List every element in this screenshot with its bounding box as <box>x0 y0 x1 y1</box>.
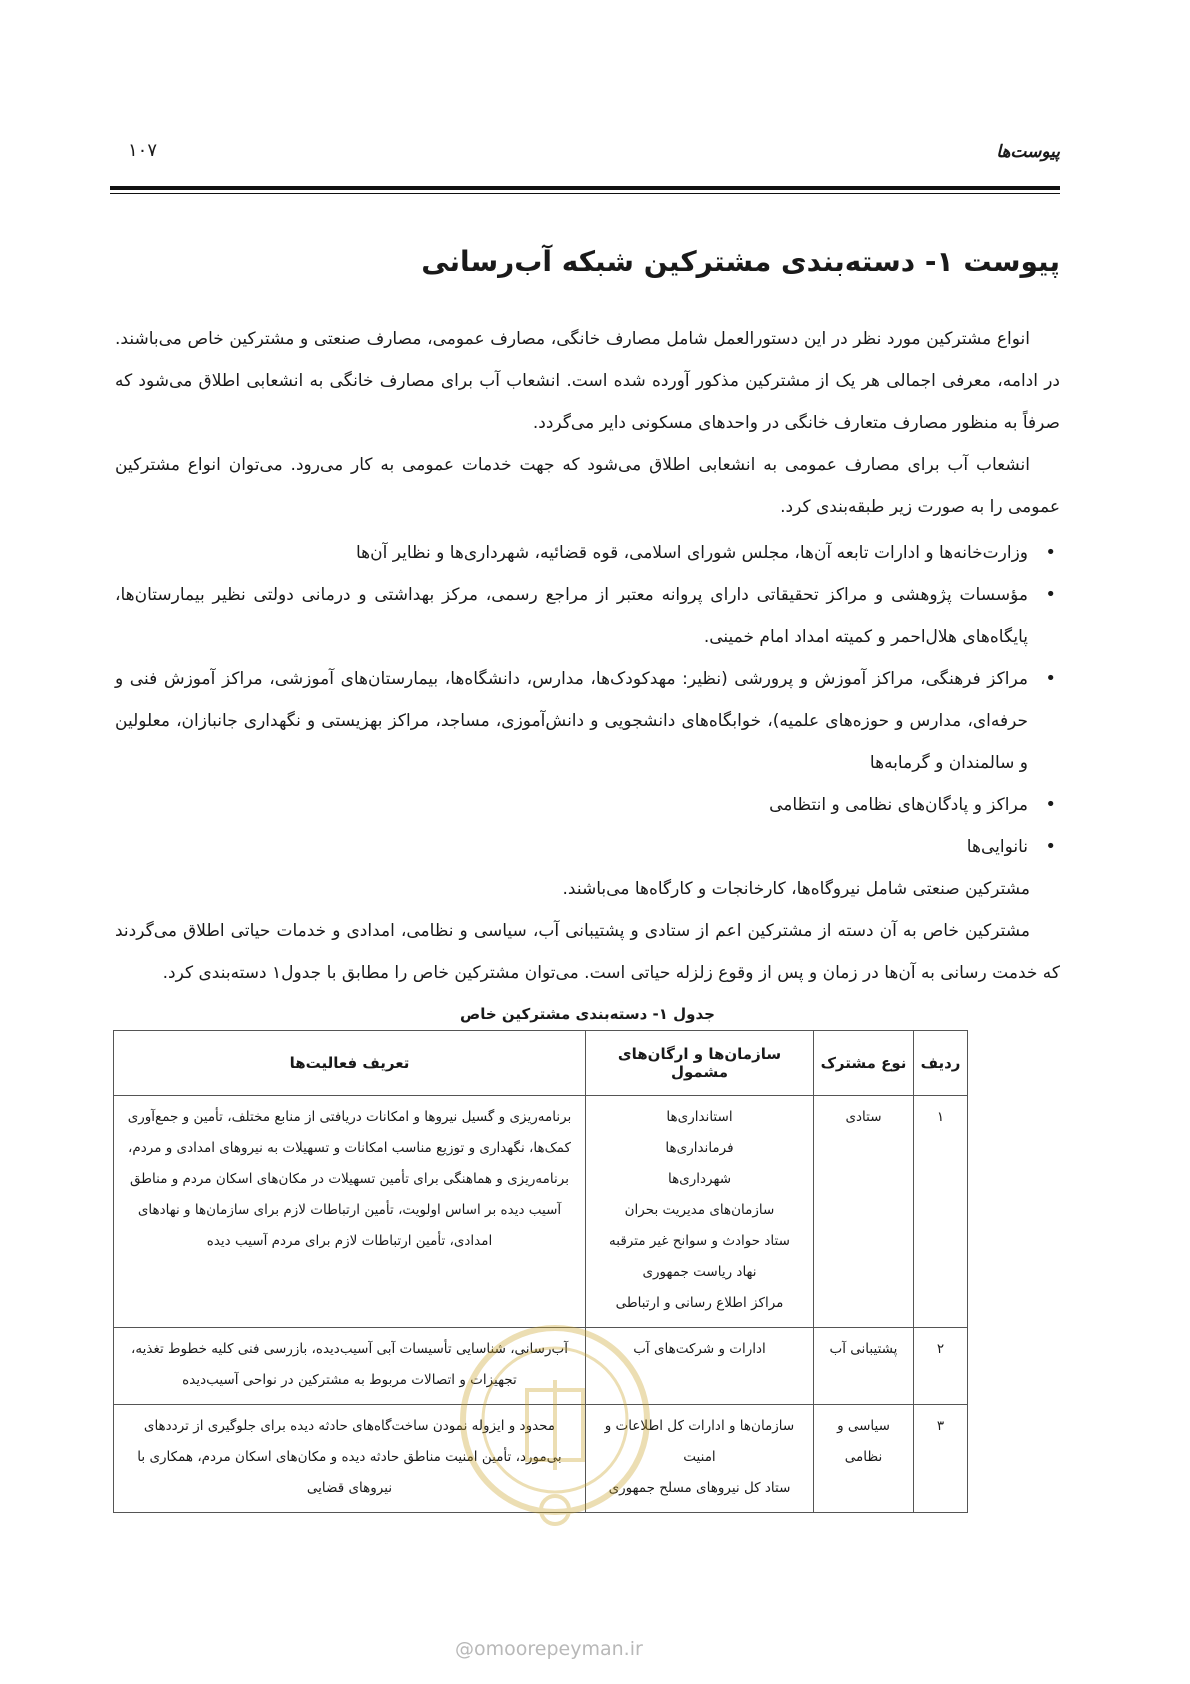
bullet-icon: • <box>1045 668 1056 689</box>
cell-num: ۱ <box>914 1096 968 1328</box>
list-item: • مؤسسات پژوهشی و مراکز تحقیقاتی دارای پروانه معتبر از مراجع رسمی، مرکز بهداشتی و درمانی دولتی نظیر بیمارستان‌ها، پایگاه‌های هلال‌احمر و کمیته امداد امام خمینی. <box>115 574 1028 658</box>
cell-type: ستادی <box>814 1096 914 1328</box>
org-item: شهرداری‌ها <box>667 1171 732 1187</box>
cell-num: ۳ <box>914 1405 968 1513</box>
org-item: استانداری‌ها <box>666 1109 733 1125</box>
header-rule-thin <box>110 193 1060 194</box>
paragraph-intro: انواع مشترکین مورد نظر در این دستورالعمل شامل مصارف خانگی، مصارف عمومی، مصارف صنعتی و مشترکین خاص می‌باشند. در ادامه، معرفی اجمالی هر یک از مشترکین مذکور آورده شده است. انشعاب آب برای مصارف خانگی به انشعابی اطلاق می‌شود که صرفاً به منظور مصارف متعارف خانگی در واحدهای مسکونی دایر می‌گردد. <box>115 329 1060 433</box>
cell-type: پشتیبانی آب <box>814 1328 914 1405</box>
public-subscribers-list <box>115 532 1060 868</box>
watermark-site-text: @omoorepeyman.ir <box>455 1638 643 1660</box>
list-item: • وزارت‌خانه‌ها و ادارات تابعه آن‌ها، مجلس شورای اسلامی، قوه قضائیه، شهرداری‌ها و نظایر آن‌ها <box>115 532 1028 574</box>
page-number: ۱۰۷ <box>128 140 158 161</box>
list-item: • مراکز فرهنگی، مراکز آموزش و پرورشی (نظیر: مهدکودک‌ها، مدارس، دانشگاه‌ها، بیمارستان‌های آموزشی، مراکز آموزش فنی و حرفه‌ای، مدارس و حوزه‌های علمیه)، خوابگاه‌های دانشجویی و دانش‌آموزی، مساجد، مراکز بهزیستی و نگهداری جانبازان، معلولین و سالمندان و گرمابه‌ها <box>115 658 1028 784</box>
table-caption: جدول ۱- دسته‌بندی مشترکین خاص <box>460 1005 715 1023</box>
paragraph-industrial: مشترکین صنعتی شامل نیروگاه‌ها، کارخانجات و کارگاه‌ها می‌باشند. <box>562 879 1030 899</box>
bullet-icon: • <box>1045 542 1056 563</box>
page-header <box>110 130 1060 170</box>
cell-type: سیاسی و نظامی <box>814 1405 914 1513</box>
col-header-type: نوع مشترک <box>814 1031 914 1096</box>
org-item: ستاد حوادث و سوانح غیر مترقبه <box>609 1233 790 1249</box>
bullet-icon: • <box>1045 836 1056 857</box>
watermark-seal-icon <box>455 1310 655 1540</box>
list-item: • نانوایی‌ها <box>115 826 1028 868</box>
cell-definition: برنامه‌ریزی و گسیل نیروها و امکانات دریافتی از منابع مختلف، تأمین و جمع‌آوری کمک‌ها، نگهداری و توزیع مناسب امکانات و تسهیلات به نیروهای امدادی و مردم، برنامه‌ریزی و هماهنگی برای تأمین تسهیلات در مکان‌های اسکان مردم و مناطق آسیب دیده بر اساس اولویت، تأمین ارتباطات لازم برای سازمان‌ها و نهادهای امدادی، تأمین ارتباطات لازم برای مردم آسیب دیده <box>114 1096 586 1328</box>
col-header-def: تعریف فعالیت‌ها <box>114 1031 586 1096</box>
table-row <box>114 1096 968 1328</box>
cell-orgs <box>586 1096 814 1328</box>
page-content <box>115 245 1060 1036</box>
section-title: پیوست‌ها <box>996 142 1060 162</box>
cell-definition: محدود و ایزوله نمودن ساخت‌گاه‌های حادثه دیده برای جلوگیری از ترددهای بی‌مورد، تأمین امنیت مناطق حادثه دیده و مکان‌های اسکان مردم، همکاری با نیروهای قضایی <box>114 1405 586 1513</box>
cell-num: ۲ <box>914 1328 968 1405</box>
org-item: سازمان‌های مدیریت بحران <box>624 1202 775 1218</box>
cell-definition: آب‌رسانی، شناسایی تأسیسات آبی آسیب‌دیده، بازرسی فنی کلیه خطوط تغذیه، تجهیزات و اتصالات مربوط به مشترکین در نواحی آسیب‌دیده <box>114 1328 586 1405</box>
list-item: • مراکز و پادگان‌های نظامی و انتظامی <box>115 784 1028 826</box>
bullet-icon: • <box>1045 794 1056 815</box>
org-item: ستاد کل نیروهای مسلح جمهوری <box>608 1480 791 1496</box>
org-item: مراکز اطلاع رسانی و ارتباطی <box>615 1295 784 1311</box>
col-header-row: ردیف <box>914 1031 968 1096</box>
bullet-icon: • <box>1045 584 1056 605</box>
paragraph-public: انشعاب آب برای مصارف عمومی به انشعابی اطلاق می‌شود که جهت خدمات عمومی به کار می‌رود. می‌توان انواع مشترکین عمومی را به صورت زیر طبقه‌بندی کرد. <box>115 455 1060 517</box>
org-item: ادارات و شرکت‌های آب <box>633 1341 766 1357</box>
appendix-title: پیوست ۱- دسته‌بندی مشترکین شبکه آب‌رسانی <box>421 245 1060 278</box>
org-item: فرمانداری‌ها <box>665 1140 734 1156</box>
org-item: نهاد ریاست جمهوری <box>642 1264 757 1280</box>
header-rule-thick <box>110 186 1060 190</box>
table-header-row <box>114 1031 968 1096</box>
org-item: سازمان‌ها و ادارات کل اطلاعات و امنیت <box>604 1418 795 1465</box>
paragraph-special: مشترکین خاص به آن دسته از مشترکین اعم از ستادی و پشتیبانی آب، سیاسی و نظامی، امدادی و خدمات حیاتی اطلاق می‌گردند که خدمت رسانی به آن‌ها در زمان و پس از وقوع زلزله حیاتی است. می‌توان مشترکین خاص را مطابق با جدول۱ دسته‌بندی کرد. <box>115 921 1060 983</box>
col-header-orgs: سازمان‌ها و ارگان‌های مشمول <box>586 1031 814 1096</box>
